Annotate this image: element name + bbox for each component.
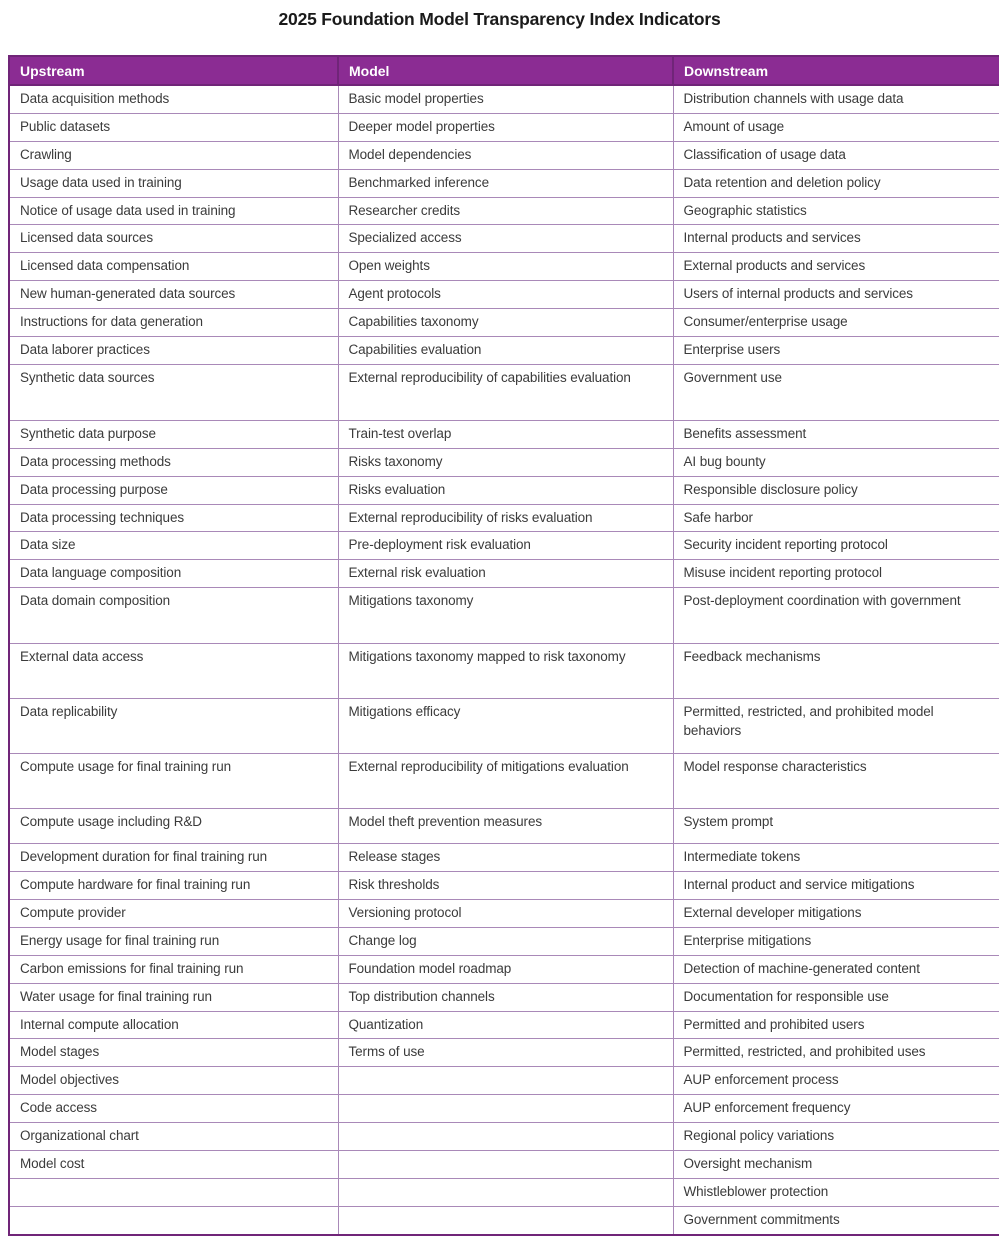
table-row [9,955,999,983]
cell-downstream: Data retention and deletion policy [673,169,999,197]
table-row [9,504,999,532]
table-row [9,983,999,1011]
cell-downstream: Government commitments [673,1206,999,1234]
cell-upstream: Licensed data compensation [9,253,338,281]
cell-upstream: Compute provider [9,900,338,928]
table-row [9,253,999,281]
cell-upstream: Model objectives [9,1067,338,1095]
cell-upstream: Data processing purpose [9,476,338,504]
cell-downstream: Internal product and service mitigations [673,872,999,900]
cell-downstream: Geographic statistics [673,197,999,225]
cell-upstream: Licensed data sources [9,225,338,253]
cell-upstream: Usage data used in training [9,169,338,197]
cell-downstream: Responsible disclosure policy [673,476,999,504]
cell-upstream: Compute usage for final training run [9,754,338,809]
cell-downstream: Consumer/enterprise usage [673,309,999,337]
cell-upstream [9,1178,338,1206]
table-row [9,1123,999,1151]
cell-downstream: Documentation for responsible use [673,983,999,1011]
cell-model: Release stages [338,844,673,872]
cell-downstream: Post-deployment coordination with government [673,588,999,644]
table-row [9,560,999,588]
indicators-table [8,55,999,1236]
table-row [9,532,999,560]
cell-upstream: Data laborer practices [9,337,338,365]
cell-downstream: Amount of usage [673,113,999,141]
cell-model: Train-test overlap [338,420,673,448]
cell-upstream: Crawling [9,141,338,169]
cell-upstream: Carbon emissions for final training run [9,955,338,983]
table-row [9,309,999,337]
cell-downstream: Enterprise mitigations [673,927,999,955]
cell-upstream: Notice of usage data used in training [9,197,338,225]
cell-model: Risk thresholds [338,872,673,900]
cell-model: External reproducibility of capabilities evaluation [338,364,673,420]
table-row [9,1039,999,1067]
table-row [9,844,999,872]
cell-downstream: External products and services [673,253,999,281]
cell-model: Mitigations taxonomy [338,588,673,644]
column-header-model: Model [338,56,673,85]
table-row [9,197,999,225]
cell-model: Capabilities taxonomy [338,309,673,337]
table-row [9,754,999,809]
cell-upstream: Public datasets [9,113,338,141]
cell-downstream: AI bug bounty [673,448,999,476]
cell-model [338,1067,673,1095]
table-row [9,476,999,504]
cell-upstream: Compute usage including R&D [9,809,338,844]
cell-model: External reproducibility of risks evaluation [338,504,673,532]
header-row [9,56,999,85]
cell-downstream: Internal products and services [673,225,999,253]
cell-model [338,1178,673,1206]
table-row [9,644,999,699]
table-row [9,1095,999,1123]
cell-downstream: Oversight mechanism [673,1151,999,1179]
table-row [9,1151,999,1179]
cell-model: Capabilities evaluation [338,337,673,365]
cell-model: Top distribution channels [338,983,673,1011]
cell-model [338,1206,673,1234]
cell-downstream: AUP enforcement process [673,1067,999,1095]
cell-upstream: Data acquisition methods [9,85,338,113]
table-row [9,927,999,955]
cell-downstream: Intermediate tokens [673,844,999,872]
table-row [9,141,999,169]
cell-upstream: Development duration for final training run [9,844,338,872]
table-row [9,113,999,141]
cell-model: Open weights [338,253,673,281]
cell-upstream: New human-generated data sources [9,281,338,309]
cell-model [338,1123,673,1151]
table-row [9,281,999,309]
cell-downstream: Permitted, restricted, and prohibited model behaviors [673,699,999,754]
table-row [9,900,999,928]
cell-upstream: Data size [9,532,338,560]
cell-downstream: Benefits assessment [673,420,999,448]
cell-upstream: Energy usage for final training run [9,927,338,955]
cell-upstream: Synthetic data purpose [9,420,338,448]
table-row [9,872,999,900]
cell-model: Change log [338,927,673,955]
cell-model: Mitigations efficacy [338,699,673,754]
cell-downstream: Government use [673,364,999,420]
cell-upstream [9,1206,338,1234]
table-row [9,1011,999,1039]
cell-model: Benchmarked inference [338,169,673,197]
cell-downstream: Security incident reporting protocol [673,532,999,560]
cell-downstream: Permitted, restricted, and prohibited uses [673,1039,999,1067]
cell-model: Risks taxonomy [338,448,673,476]
cell-model: Agent protocols [338,281,673,309]
table-row [9,169,999,197]
cell-model: Mitigations taxonomy mapped to risk taxonomy [338,644,673,699]
table-row [9,337,999,365]
cell-model: Foundation model roadmap [338,955,673,983]
cell-model: Risks evaluation [338,476,673,504]
table-header [9,56,999,85]
cell-model: Deeper model properties [338,113,673,141]
column-header-upstream: Upstream [9,56,338,85]
table-row [9,1067,999,1095]
cell-downstream: Safe harbor [673,504,999,532]
cell-downstream: Misuse incident reporting protocol [673,560,999,588]
cell-downstream: Classification of usage data [673,141,999,169]
cell-upstream: Data processing techniques [9,504,338,532]
cell-downstream: Enterprise users [673,337,999,365]
cell-downstream: AUP enforcement frequency [673,1095,999,1123]
table-row [9,809,999,844]
cell-model: Quantization [338,1011,673,1039]
cell-model: Terms of use [338,1039,673,1067]
cell-downstream: External developer mitigations [673,900,999,928]
cell-model [338,1151,673,1179]
page-title: 2025 Foundation Model Transparency Index Indicators [278,9,721,29]
cell-model: External reproducibility of mitigations evaluation [338,754,673,809]
table-row [9,364,999,420]
cell-upstream: Instructions for data generation [9,309,338,337]
cell-downstream: Users of internal products and services [673,281,999,309]
cell-downstream: Detection of machine-generated content [673,955,999,983]
table-row [9,588,999,644]
cell-model: Specialized access [338,225,673,253]
cell-upstream: Model cost [9,1151,338,1179]
cell-downstream: System prompt [673,809,999,844]
cell-upstream: Organizational chart [9,1123,338,1151]
table-row [9,699,999,754]
cell-upstream: External data access [9,644,338,699]
cell-upstream: Code access [9,1095,338,1123]
cell-model: Model dependencies [338,141,673,169]
cell-model: Versioning protocol [338,900,673,928]
cell-downstream: Regional policy variations [673,1123,999,1151]
cell-upstream: Data processing methods [9,448,338,476]
column-header-downstream: Downstream [673,56,999,85]
table-row [9,225,999,253]
cell-model: Basic model properties [338,85,673,113]
cell-model: Model theft prevention measures [338,809,673,844]
cell-upstream: Compute hardware for final training run [9,872,338,900]
cell-model: Pre-deployment risk evaluation [338,532,673,560]
table-row [9,1178,999,1206]
table-row [9,448,999,476]
cell-downstream: Distribution channels with usage data [673,85,999,113]
cell-upstream: Water usage for final training run [9,983,338,1011]
cell-downstream: Whistleblower protection [673,1178,999,1206]
cell-upstream: Synthetic data sources [9,364,338,420]
cell-model: External risk evaluation [338,560,673,588]
cell-upstream: Data replicability [9,699,338,754]
cell-downstream: Feedback mechanisms [673,644,999,699]
cell-upstream: Data language composition [9,560,338,588]
cell-downstream: Permitted and prohibited users [673,1011,999,1039]
table-row [9,420,999,448]
cell-upstream: Internal compute allocation [9,1011,338,1039]
cell-upstream: Model stages [9,1039,338,1067]
cell-model: Researcher credits [338,197,673,225]
cell-upstream: Data domain composition [9,588,338,644]
table-row [9,85,999,113]
cell-downstream: Model response characteristics [673,754,999,809]
table-body [9,85,999,1235]
table-row [9,1206,999,1234]
cell-model [338,1095,673,1123]
